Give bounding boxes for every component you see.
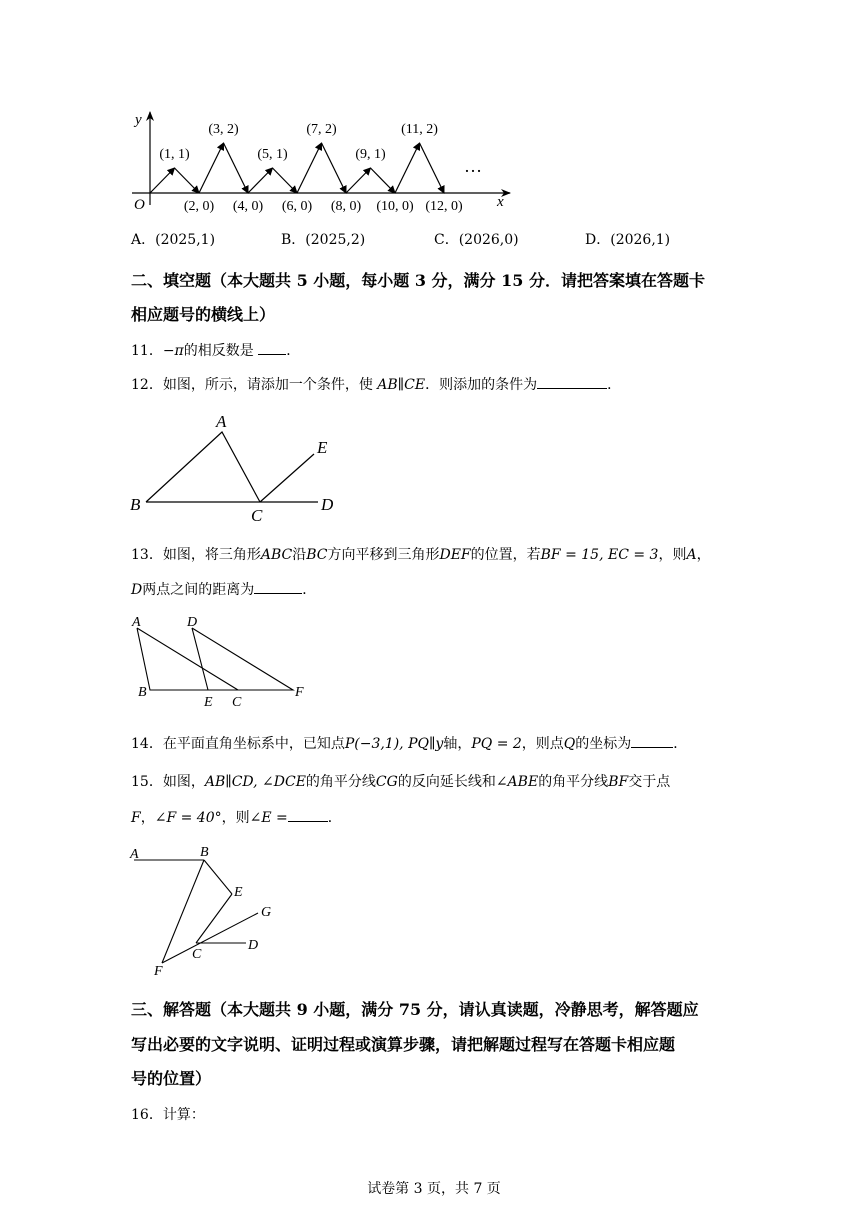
- zigzag-coordinate-graph: [0, 0, 868, 230]
- q10-options: [131, 230, 771, 252]
- lower-point-label: (4, 0): [232, 199, 264, 214]
- figure-q12: [130, 410, 350, 525]
- question-13-line1: 13．如图，将三角形ABC沿BC方向平移到三角形DEF的位置，若BF = 15, EC = 3，则A，: [131, 547, 711, 563]
- page-footer: 试卷第 3 页，共 7 页: [367, 1181, 501, 1197]
- fig15-line-be: [204, 860, 232, 894]
- zigzag-path: [150, 143, 444, 193]
- fig15-line-fg: [162, 913, 258, 963]
- fig15-label-e: E: [234, 885, 243, 900]
- fig12-line-ce: [260, 454, 314, 502]
- fig15-label-d: D: [248, 938, 259, 953]
- fig13-label-e: E: [204, 695, 213, 710]
- lower-point-label: (10, 0): [376, 199, 414, 214]
- question-15-line1: 15．如图，AB∥CD, ∠DCE的角平分线CG的反向延长线和∠ABE的角平分线BF交于点: [131, 774, 671, 790]
- zigzag-segment: [395, 143, 420, 193]
- fig13-triangle-abc: [137, 628, 238, 690]
- ellipsis: …: [464, 156, 482, 176]
- q13-answer-blank[interactable]: [254, 579, 302, 594]
- section2-heading-line1: 二、填空题（本大题共 5 小题，每小题 3 分，满分 15 分．请把答案填在答题卡: [131, 271, 705, 290]
- upper-point-label: (3, 2): [208, 122, 239, 137]
- section3-heading-line2: 写出必要的文字说明、证明过程或演算步骤，请把解题过程写在答题卡相应题: [131, 1035, 676, 1054]
- lower-point-label: (8, 0): [330, 199, 362, 214]
- fig12-label-e: E: [317, 438, 328, 457]
- fig15-label-g: G: [261, 905, 272, 920]
- fig13-label-d: D: [187, 615, 198, 630]
- fig12-triangle-abc: [146, 432, 260, 502]
- section3-heading-line3: 号的位置）: [131, 1069, 212, 1088]
- zigzag-segment: [175, 168, 200, 193]
- fig15-label-b: B: [200, 845, 209, 860]
- section2-heading-line2: 相应题号的横线上）: [131, 305, 276, 324]
- option-b[interactable]: B．(2025,2): [281, 232, 366, 248]
- figure-q13: [130, 612, 320, 710]
- upper-point-label: (11, 2): [401, 122, 438, 137]
- zigzag-segment: [420, 143, 445, 193]
- fig13-label-c: C: [232, 695, 242, 710]
- zigzag-segment: [224, 143, 249, 193]
- section3-heading-line1: 三、解答题（本大题共 9 小题，满分 75 分，请认真读题，冷静思考，解答题应: [131, 1000, 699, 1019]
- fig15-label-f: F: [154, 964, 163, 979]
- zigzag-segment: [199, 143, 224, 193]
- x-axis-label: x: [497, 194, 504, 210]
- lower-point-label: (6, 0): [281, 199, 313, 214]
- lower-point-label: (12, 0): [425, 199, 463, 214]
- fig13-triangle-def: [192, 628, 293, 690]
- option-c[interactable]: C．(2026,0): [434, 232, 519, 248]
- option-d[interactable]: D．(2026,1): [585, 232, 671, 248]
- fig15-label-a: A: [130, 847, 139, 862]
- zigzag-segment: [248, 168, 273, 193]
- zigzag-segment: [346, 168, 371, 193]
- zigzag-segment: [150, 168, 175, 193]
- upper-point-label: (5, 1): [257, 147, 288, 162]
- question-12: 12．如图，所示，请添加一个条件，使 AB∥CE．则添加的条件为 ．: [131, 374, 621, 395]
- fig13-label-b: B: [138, 685, 147, 700]
- lower-point-label: (2, 0): [183, 199, 215, 214]
- fig13-label-a: A: [132, 615, 141, 630]
- fig12-label-c: C: [251, 506, 263, 525]
- question-11: 11．−π的相反数是 ．: [131, 340, 300, 361]
- q12-answer-blank[interactable]: [537, 374, 607, 389]
- fig12-label-a: A: [216, 412, 227, 431]
- figure-q15: [128, 838, 288, 978]
- question-14: 14．在平面直角坐标系中，已知点P(−3,1), PQ∥y轴，PQ = 2，则点Q的坐标为 ．: [131, 733, 687, 754]
- zigzag-segment: [273, 168, 298, 193]
- question-13-line2: D两点之间的距离为 ．: [131, 579, 316, 600]
- fig12-label-b: B: [130, 495, 141, 514]
- q15-answer-blank[interactable]: [288, 807, 328, 822]
- fig13-label-f: F: [295, 685, 304, 700]
- question-16: 16．计算：: [131, 1107, 205, 1123]
- q14-answer-blank[interactable]: [631, 733, 673, 748]
- upper-point-label: (9, 1): [355, 147, 386, 162]
- q11-answer-blank[interactable]: [258, 340, 286, 355]
- question-15-line2: F，∠F = 40°，则∠E = ．: [131, 807, 342, 828]
- fig15-label-c: C: [192, 947, 202, 962]
- origin-label: O: [134, 197, 145, 213]
- upper-point-label: (1, 1): [159, 147, 190, 162]
- fig12-label-d: D: [321, 495, 334, 514]
- y-axis-label: y: [135, 112, 142, 128]
- zigzag-segment: [297, 143, 322, 193]
- option-a[interactable]: A．(2025,1): [131, 232, 216, 248]
- zigzag-segment: [322, 143, 347, 193]
- zigzag-segment: [371, 168, 396, 193]
- upper-point-label: (7, 2): [306, 122, 337, 137]
